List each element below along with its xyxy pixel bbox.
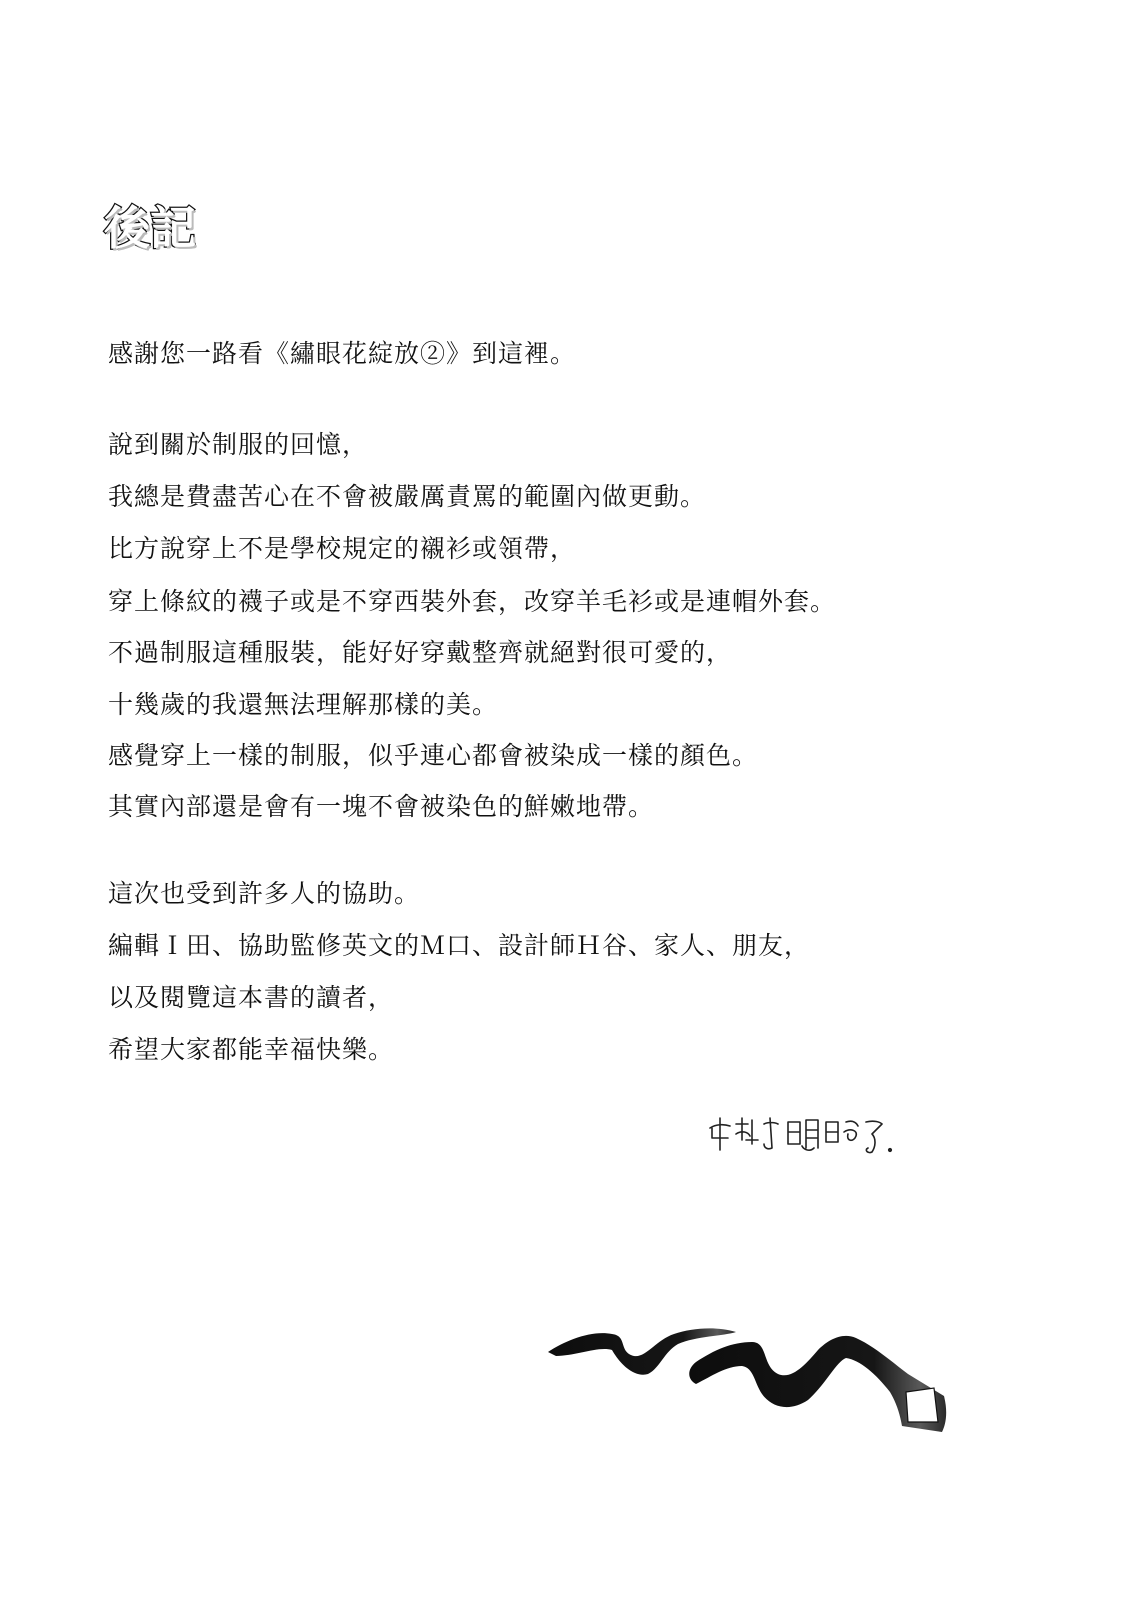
text-line: 希望大家都能幸福快樂。 xyxy=(108,1035,395,1064)
text-line: 穿上條紋的襪子或是不穿西裝外套，改穿羊毛衫或是連帽外套。 xyxy=(108,587,837,616)
text-line: 其實內部還是會有一塊不會被染色的鮮嫩地帶。 xyxy=(108,792,655,821)
text-line: 說到關於制服的回憶， xyxy=(108,430,369,459)
text-line: 感謝您一路看《繡眼花綻放②》到這裡。 xyxy=(108,339,577,368)
text-line: 比方說穿上不是學校規定的襯衫或領帶， xyxy=(108,534,577,563)
author-signature xyxy=(706,1110,896,1158)
text-line: 十幾歲的我還無法理解那樣的美。 xyxy=(108,690,499,719)
text-line: 不過制服這種服裝，能好好穿戴整齊就絕對很可愛的， xyxy=(108,638,733,667)
ribbon-illustration xyxy=(546,1322,956,1442)
page-title: 後記 xyxy=(104,201,196,255)
text-line: 我總是費盡苦心在不會被嚴厲責罵的範圍內做更動。 xyxy=(108,482,707,511)
text-line: 以及閱覽這本書的讀者， xyxy=(108,983,395,1012)
text-line: 這次也受到許多人的協助。 xyxy=(108,879,421,908)
text-line: 感覺穿上一樣的制服，似乎連心都會被染成一樣的顏色。 xyxy=(108,741,759,770)
text-line: 編輯Ｉ田、協助監修英文的Ｍ口、設計師Ｈ谷、家人、朋友， xyxy=(108,931,811,960)
